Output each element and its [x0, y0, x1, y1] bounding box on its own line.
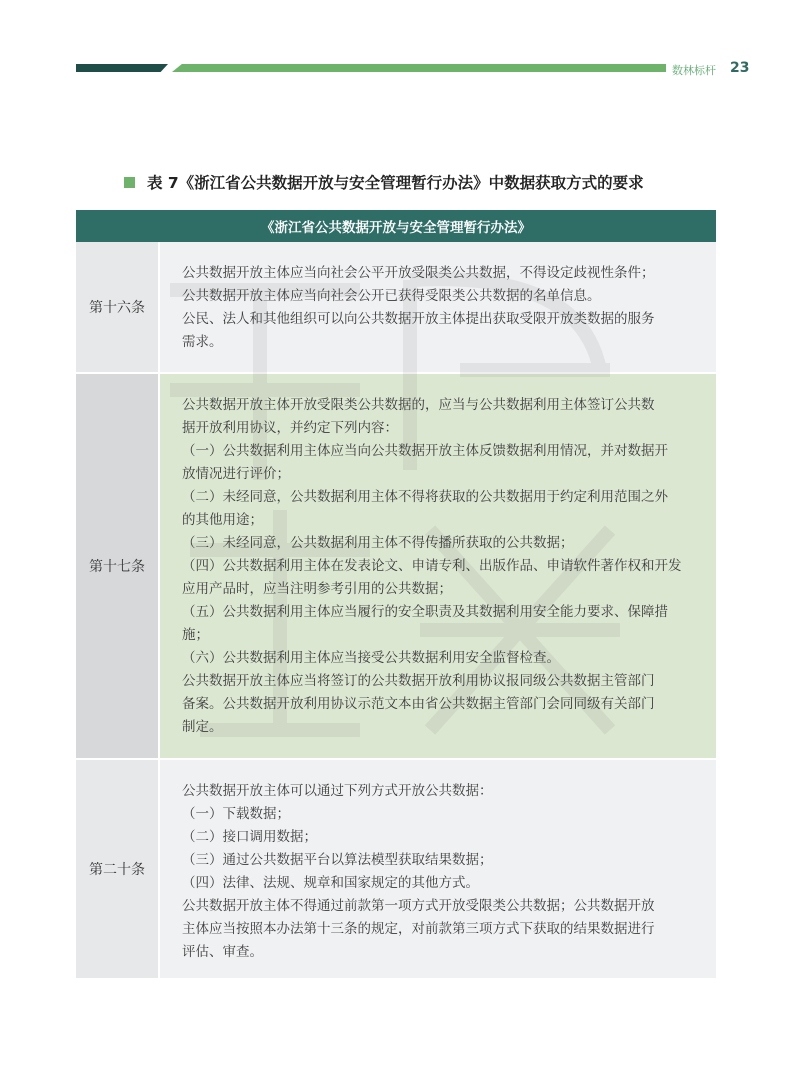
content-line: 公共数据开放主体应当将签订的公共数据开放利用协议报同级公共数据主管部门 [182, 673, 655, 689]
content-line: （一）公共数据利用主体应当向公共数据开放主体反馈数据利用情况，并对数据开 [182, 443, 668, 459]
content-line: 公共数据开放主体应当向社会公平开放受限类公共数据，不得设定歧视性条件； [182, 265, 655, 281]
content-line: 需求。 [182, 334, 223, 350]
content-line: （三）未经同意，公共数据利用主体不得传播所获取的公共数据； [182, 535, 574, 551]
content-line: 据开放利用协议，并约定下列内容： [182, 420, 398, 436]
content-line: 施； [182, 627, 209, 643]
content-line: 公共数据开放主体不得通过前款第一项方式开放受限类公共数据；公共数据开放 [182, 898, 655, 914]
row-label: 第十六条 [76, 242, 158, 372]
content-line: 公共数据开放主体应当向社会公开已获得受限类公共数据的名单信息。 [182, 288, 601, 304]
table-row [76, 760, 716, 978]
content-line: 公民、法人和其他组织可以向公共数据开放主体提出获取受限开放类数据的服务 [182, 311, 655, 327]
row-content [160, 760, 716, 978]
row-content [160, 374, 716, 758]
row-label: 第二十条 [76, 760, 158, 978]
content-line: （二）接口调用数据； [182, 829, 317, 845]
row-content [160, 242, 716, 372]
content-line: 备案。公共数据开放利用协议示范文本由省公共数据主管部门会同同级有关部门 [182, 696, 655, 712]
header-green-bar [172, 64, 666, 72]
table-title-text: 表 7《浙江省公共数据开放与安全管理暂行办法》中数据获取方式的要求 [147, 174, 644, 192]
row-label: 第十七条 [76, 374, 158, 758]
content-line: 公共数据开放主体可以通过下列方式开放公共数据： [182, 783, 493, 799]
content-line: （四）法律、法规、规章和国家规定的其他方式。 [182, 875, 479, 891]
content-line: （二）未经同意，公共数据利用主体不得将获取的公共数据用于约定利用范围之外 [182, 489, 668, 505]
content-line: （五）公共数据利用主体应当履行的安全职责及其数据利用安全能力要求、保障措 [182, 604, 668, 620]
content-line: （六）公共数据利用主体应当接受公共数据利用安全监督检查。 [182, 650, 560, 666]
content-line: 制定。 [182, 719, 223, 735]
content-line: 的其他用途； [182, 512, 263, 528]
table-row [76, 242, 716, 372]
header-label: 数林标杆 [672, 64, 716, 77]
content-line: （四）公共数据利用主体在发表论文、申请专利、出版作品、申请软件著作权和开发 [182, 558, 682, 574]
title-bullet-icon [124, 177, 135, 188]
page-number: 23 [730, 60, 750, 76]
content-line: （三）通过公共数据平台以算法模型获取结果数据； [182, 852, 493, 868]
content-line: 主体应当按照本办法第十三条的规定，对前款第三项方式下获取的结果数据进行 [182, 921, 655, 937]
table-title [124, 172, 744, 192]
table-row [76, 374, 716, 758]
header-dark-bar [76, 64, 168, 72]
content-line: （一）下载数据； [182, 806, 290, 822]
content-line: 公共数据开放主体开放受限类公共数据的，应当与公共数据利用主体签订公共数 [182, 397, 655, 413]
table-header: 《浙江省公共数据开放与安全管理暂行办法》 [76, 210, 716, 242]
content-line: 评估、审查。 [182, 944, 263, 960]
regulation-table [76, 210, 716, 978]
content-line: 放情况进行评价； [182, 466, 290, 482]
content-line: 应用产品时，应当注明参考引用的公共数据； [182, 581, 452, 597]
